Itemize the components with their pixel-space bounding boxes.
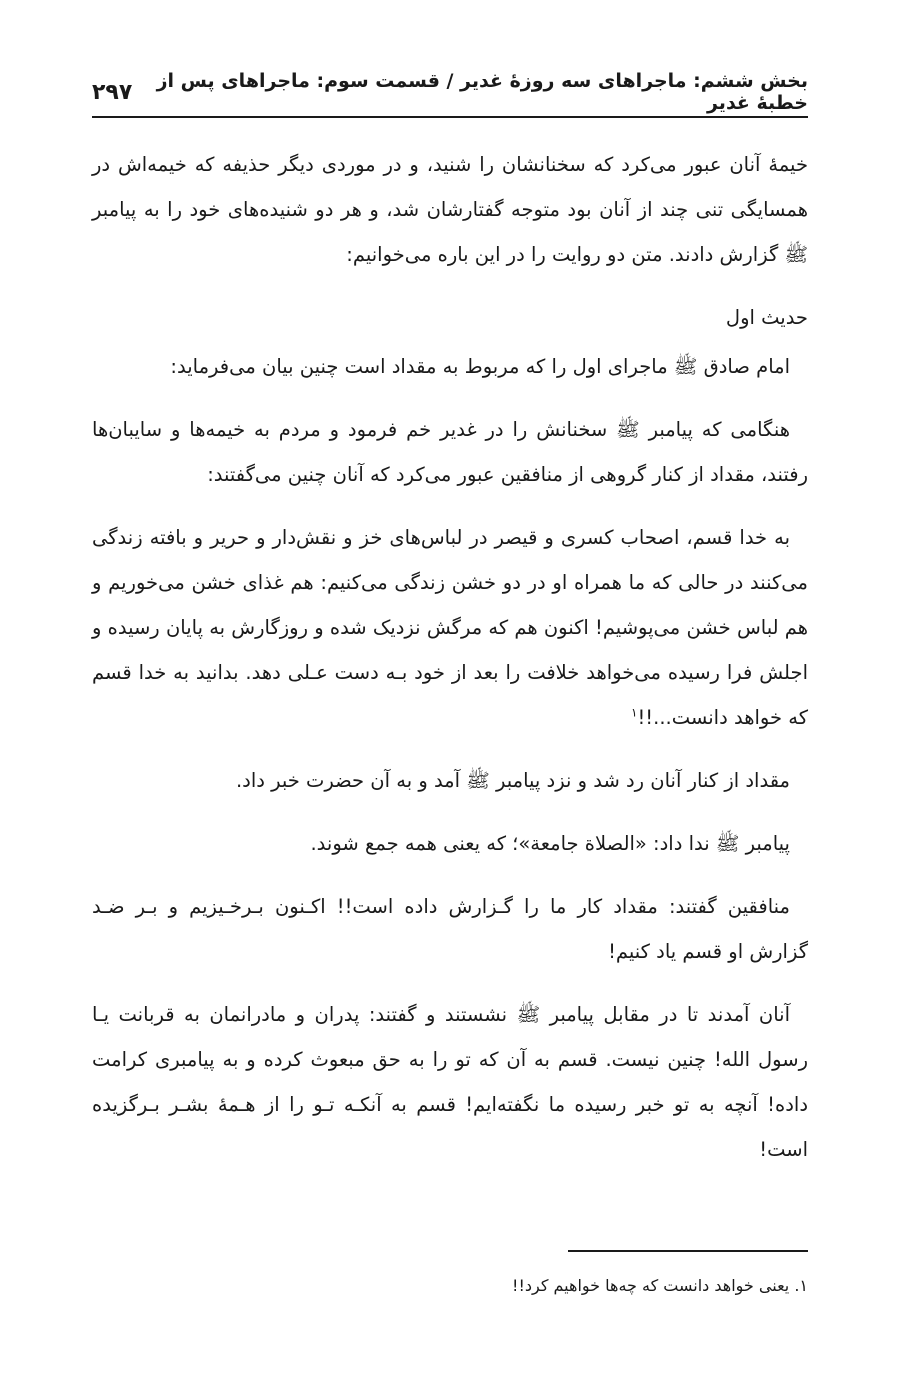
paragraph: هنگامی که پیامبر ﷺ سخنانش را در غدیر خم فرمود و مردم به خیمه‌ها و سایبان‌ها رفتند، مقداد از کنار گروهی از منافقین عبور می‌کرد که آنان چنین می‌گفتند: <box>92 418 808 486</box>
page-header <box>92 72 808 112</box>
quoted-paragraph <box>92 515 808 740</box>
paragraph: خیمهٔ آنان عبور می‌کرد که سخنانشان را شنید، و در موردی دیگر حذیفه که خیمه‌اش در همسایگی تنی چند از آنان بود متوجه گفتارشان شد، و هر دو شنیده‌های خود را به پیامبر ﷺ گزارش دادند. متن دو روایت را در این باره می‌خوانیم: <box>92 153 808 266</box>
page-number: ۲۹۷ <box>92 79 133 105</box>
running-title: بخش ششم: ماجراهای سه روزهٔ غدیر / قسمت سوم: ماجراهای پس از خطبهٔ غدیر <box>156 70 808 114</box>
paragraph: منافقین گفتند: مقداد کار ما را گـزارش داده است!! اکـنون بـرخـیزیم و بـر ضـد گزارش او قسم یاد کنیم! <box>92 895 808 963</box>
header-divider <box>92 116 808 118</box>
book-page <box>92 0 808 1390</box>
paragraph: امام صادق ﷺ ماجرای اول را که مربوط به مقداد است چنین بیان می‌فرماید: <box>170 355 790 378</box>
paragraph: آنان آمدند تا در مقابل پیامبر ﷺ نشستند و گفتند: پدران و مادرانمان به قربانت یـا رسول الله! چنین نیست. قسم به آن که تو را به حق مبعوث کرده و به پیامبری کرامت داده! آنچه به تو خبر رسیده ما نگفته‌ایم! قسم به آنکـه تـو را از هـمهٔ بشـر بـرگزیده است! <box>92 1003 808 1161</box>
paragraph: مقداد از کنار آنان رد شد و نزد پیامبر ﷺ آمد و به آن حضرت خبر داد. <box>235 769 790 792</box>
footnote: ۱. یعنی خواهد دانست که چه‌ها خواهیم کرد!! <box>512 1276 808 1295</box>
footnote-divider <box>568 1250 808 1252</box>
footnote-marker: ۱ <box>631 705 638 720</box>
section-heading: حدیث اول <box>725 306 808 329</box>
paragraph: پیامبر ﷺ ندا داد: «الصلاة جامعة»؛ که یعنی همه جمع شوند. <box>310 832 790 855</box>
quote-text: به خدا قسم، اصحاب کسری و قیصر در لباس‌های خز و نقش‌دار و حریر و بافته زندگی می‌کنند در حالی که ما همراه او در دو خشن زندگی می‌کنیم: هم غذای خشن می‌خوریم و هم لباس خشن می‌پوشیم! اکنون هم که مرگش نزدیک شده و روزگارش به پایان رسیده و اجلش فرا رسیده می‌خواهد خلافت را بعد از خود بـه دست عـلی دهد. بدانید به خدا قسم که خواهد دانست...!! <box>92 526 808 729</box>
main-text <box>92 142 808 1190</box>
